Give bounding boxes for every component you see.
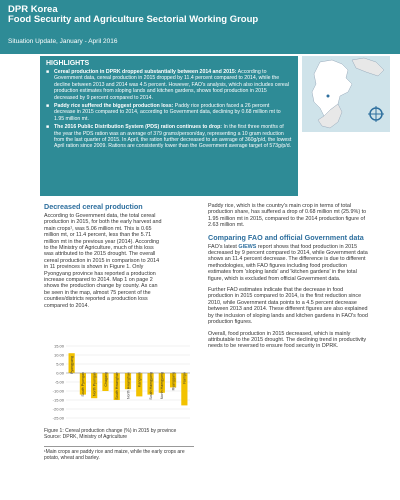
category-label: South Hwanghae xyxy=(115,372,120,400)
dprk-map-icon xyxy=(302,56,390,132)
category-label: South Hamgyong xyxy=(148,372,153,400)
giews-link[interactable]: GIEWS xyxy=(238,243,257,250)
figure-source-text: Source: DPRK, Ministry of Agriculture xyxy=(44,434,128,440)
y-tick-label: -20.00 xyxy=(52,406,64,412)
category-label: North Hamgyong xyxy=(160,372,165,400)
location-map xyxy=(302,56,390,132)
section-heading-comparing: Comparing FAO and official Government data xyxy=(208,232,364,242)
y-tick-label: 15.00 xyxy=(53,344,64,349)
category-label: North Pyongan xyxy=(92,372,97,396)
paragraph: Paddy rice, which is the country's main crop in terms of total production share, has suffered a drop of 0.68 million mt (25.9%) to 1.95 million mt in 2015, compared to the 2014 production figure of 2.63 million mt. xyxy=(208,203,367,229)
highlight-text: In the first three months of the year the PDS ration was an average of 379 grams/person/day, representing a 10 gram reduction from the last quarter of 2015. In April, the ration further decreased to an average of 360g/p/d, the lowest April ration since 2009. Rations are consistently lower than the Government average target of 573g/p/d. xyxy=(54,124,292,150)
highlight-bold: Paddy rice suffered the biggest production loss: xyxy=(54,103,174,110)
highlights-title: HIGHLIGHTS xyxy=(46,60,90,67)
paragraph xyxy=(208,244,368,282)
category-label: North Hwanghae xyxy=(126,372,131,399)
header-banner xyxy=(0,0,400,54)
category-label: Ryanggang xyxy=(171,372,176,391)
y-tick-label: -5.00 xyxy=(54,379,64,385)
category-label: Kangwon xyxy=(137,372,142,387)
section-heading-decreased: Decreased cereal production xyxy=(44,202,143,211)
y-tick-label: -10.00 xyxy=(52,388,64,394)
highlight-item xyxy=(46,124,292,150)
paragraph: Further FAO estimates indicate that the decrease in food production in 2015 compared to 2014, is the first reduction since 2010, while Government data points to a 4.5 percent decrease between 2013 and 2014. These different figures are also explained by the inclusion of sloping lands and kitchen gardens in FAO's food production figures. xyxy=(208,287,368,326)
left-column xyxy=(44,203,162,314)
figure-caption xyxy=(44,428,194,440)
highlights-list xyxy=(46,69,292,150)
category-label: Chagang xyxy=(103,372,108,387)
category-label: South Pyongan xyxy=(81,372,86,397)
cereal-production-chart xyxy=(44,344,194,420)
highlight-item xyxy=(46,103,292,122)
y-tick-label: -25.00 xyxy=(52,415,64,420)
org-name-line2: Food Security and Agriculture Sectorial Working Group xyxy=(8,14,259,25)
category-label: Pyongyang xyxy=(69,356,74,374)
highlight-text: Paddy rice production faced a 26 percent decrease in 2015 compared to 2014, according to Government data, declining by 0.68 million mt to 1.95 million mt. xyxy=(54,103,281,122)
footnote: ¹Main crops are paddy rice and maize, while the early crops are potato, wheat and barley. xyxy=(44,446,194,461)
org-name-line1: DPR Korea xyxy=(8,4,58,15)
right-column xyxy=(208,203,368,355)
highlight-item xyxy=(46,69,292,101)
highlight-bold: Cereal production in DPRK dropped substantially between 2014 and 2015: xyxy=(54,69,237,75)
paragraph-text: FAO's latest xyxy=(208,243,239,250)
highlights-box xyxy=(40,56,298,196)
highlight-bold: The 2016 Public Distribution System (PDS) ration continues to drop: xyxy=(54,124,223,131)
category-label: Nampo xyxy=(182,372,187,384)
y-tick-label: -15.00 xyxy=(52,397,64,403)
highlight-text: According to Government data, cereal production in 2015 dropped by 11.4 percent compared to 2014, while the decline between 2013 and 2014 was 4.5 percent. However, FAO's analysis, which also includes cereal production estimates from sloping lands and kitchen gardens, shows food production in 2015 decreased by 9 percent compared to 2014. xyxy=(54,69,289,101)
y-tick-label: 0.00 xyxy=(56,370,64,376)
y-tick-label: 10.00 xyxy=(53,352,64,358)
paragraph: According to Government data, the total cereal production in 2015, for both the early harvest and main crops¹, was 5.06 million mt. This is 0.65 million mt, or 11.4 percent, less than the 5.71 million mt in the previous year (2014). According to the Ministry of Agriculture, much of this loss was attributed to the 2015 drought. The overall cereal production in 2015 in comparison to 2014 in 11 provinces is shown in Figure 1. Only Pyongyang province has reported a production increase compared to 2014. Map 1 on page 2 shows the production change by county. As can be seen in the map, almost 75 percent of the counties/districts reported a production loss compared to 2014. xyxy=(44,213,162,309)
y-tick-label: 5.00 xyxy=(56,361,64,367)
paragraph: Overall, food production in 2015 decreased, which is mainly attributable to the 2015 drought. The declining trend in productivity needs to be reversed to ensure food security in DPRK. xyxy=(208,330,367,350)
paragraph-text: report shows that food production in 2015 decreased by 9 percent compared to 2014, while Government data shows an 11.4 percent decrease. The difference is due to different methodologies, with FAO figures including food production estimates from 'sloping lands' and 'kitchen gardens' in the total figure, which is excluded from official Government data. xyxy=(208,243,368,282)
figure-caption-text: Figure 1: Cereal production change (%) in 2015 by province xyxy=(44,428,177,434)
report-subtitle: Situation Update, January - April 2016 xyxy=(8,38,118,45)
